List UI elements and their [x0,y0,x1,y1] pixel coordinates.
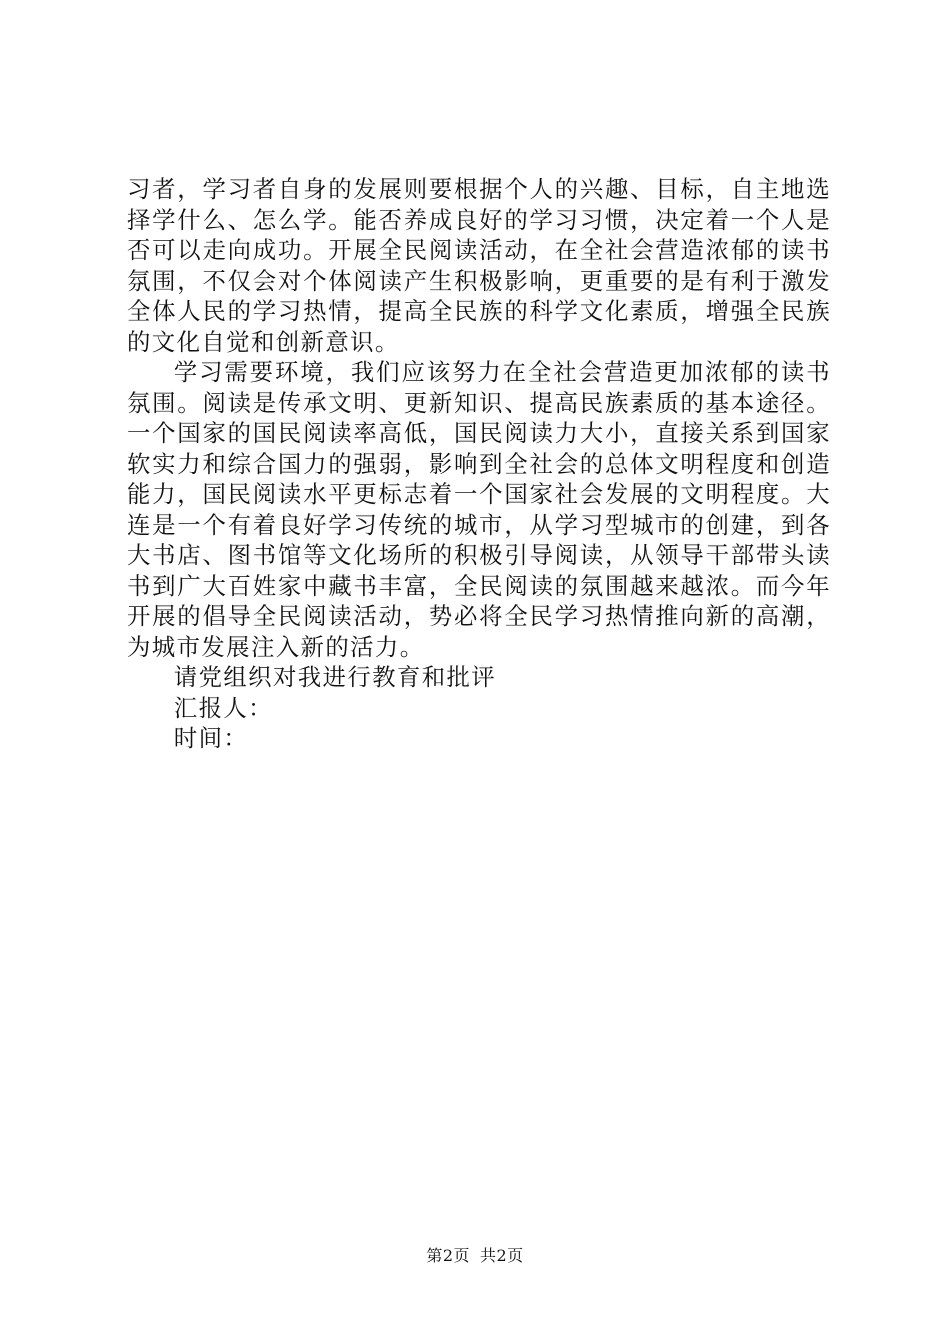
reporter-label: 汇报人： [173,693,273,722]
date-label: 时间： [173,724,249,752]
document-body [127,174,831,754]
page-total: 共2页 [480,1246,524,1265]
closing-request: 请党组织对我进行教育和批评 [173,663,497,691]
paragraph-2: 学习需要环境，我们应该努力在全社会营造更加浓郁的读书氛围。阅读是传承文明、更新知识、提高民族素质的基本途径。一个国家的国民阅读率高低，国民阅读力大小，直接关系到国家软实力和综合国力的强弱，影响到全社会的总体文明程度和创造能力，国民阅读水平更标志着一个国家社会发展的文明程度。大连是一个有着良好学习传统的城市，从学习型城市的创建，到各大书店、图书馆等文化场所的积极引导阅读，从领导干部带头读书到广大百姓家中藏书丰富，全民阅读的氛围越来越浓。而今年开展的倡导全民阅读活动，势必将全民学习热情推向新的高潮，为城市发展注入新的活力。 [127,358,831,661]
page-number: 第2页 [426,1246,470,1265]
page-footer [0,1243,950,1266]
paragraph-1: 习者，学习者自身的发展则要根据个人的兴趣、目标，自主地选择学什么、怎么学。能否养成良好的学习习惯，决定着一个人是否可以走向成功。开展全民阅读活动，在全社会营造浓郁的读书氛围，不仅会对个体阅读产生积极影响，更重要的是有利于激发全体人民的学习热情，提高全民族的科学文化素质，增强全民族的文化自觉和创新意识。 [127,175,831,356]
